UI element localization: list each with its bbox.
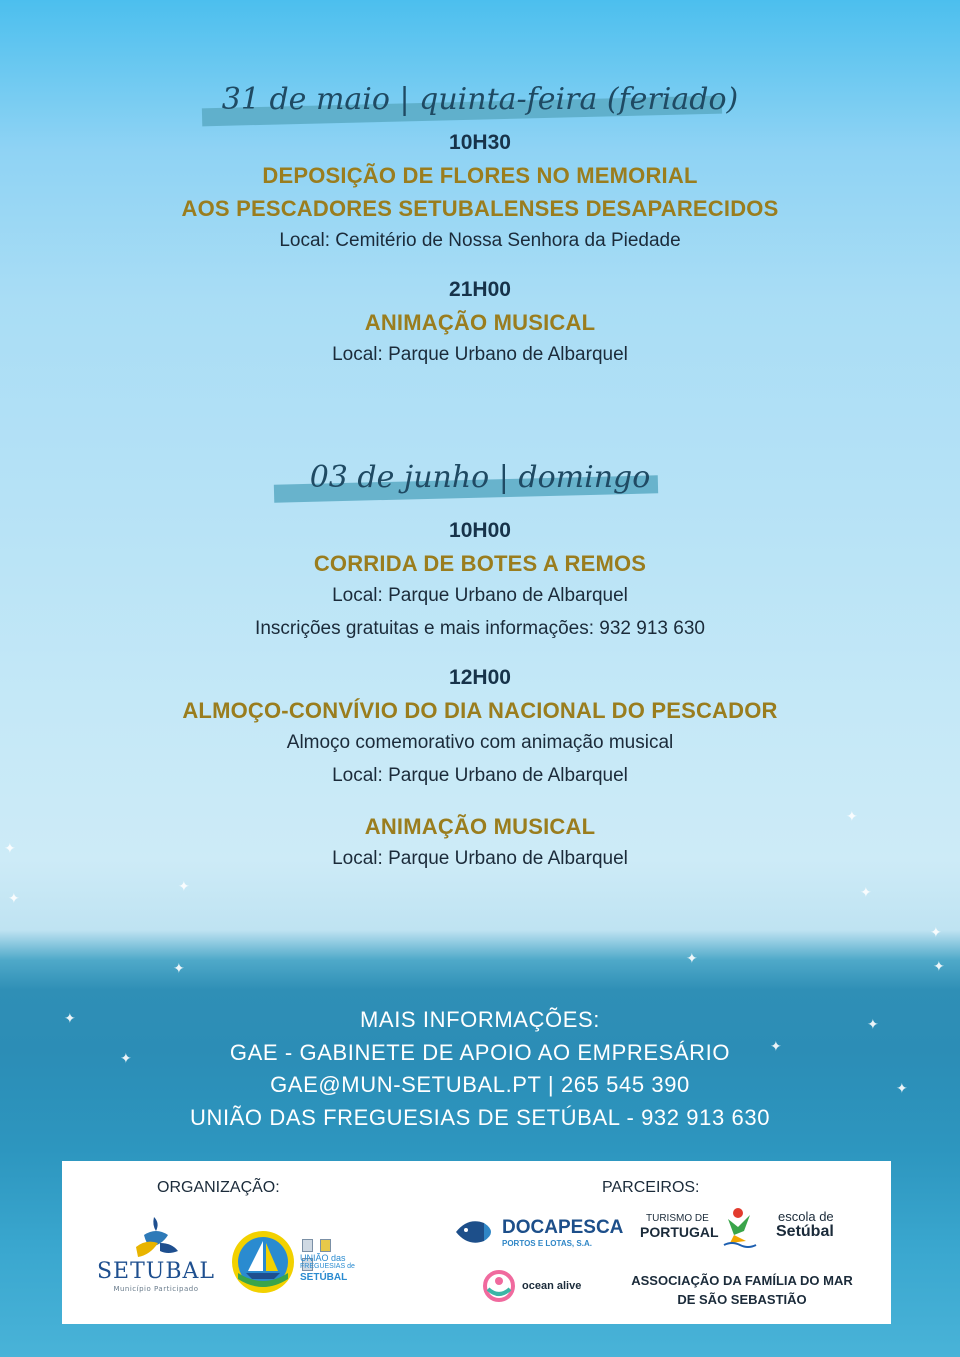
uniao-line-2: FREGUESIAS de (300, 1263, 355, 1270)
event-title: ALMOÇO-CONVÍVIO DO DIA NACIONAL DO PESCADOR (182, 698, 778, 723)
event-description: Almoço comemorativo com animação musical (286, 732, 674, 753)
event-time: 21H00 (449, 278, 511, 301)
day-2-header (0, 458, 960, 518)
organizacao-label: ORGANIZAÇÃO: (157, 1179, 280, 1196)
event-location: Local: Parque Urbano de Albarquel (332, 765, 628, 786)
event-title: DEPOSIÇÃO DE FLORES NO MEMORIAL (262, 163, 698, 188)
event-time: 12H00 (449, 666, 511, 689)
ocean-alive-icon (482, 1269, 516, 1303)
escola-setubal-logo (776, 1207, 866, 1247)
event-location: Local: Parque Urbano de Albarquel (332, 585, 628, 606)
sparkle-icon: ✦ (930, 925, 942, 941)
sparkle-icon: ✦ (120, 1051, 132, 1067)
sparkle-icon: ✦ (8, 891, 20, 907)
crest-icon (320, 1239, 331, 1252)
ocean-alive-name: ocean alive (522, 1280, 582, 1292)
docapesca-tagline: PORTOS E LOTAS, S.A. (502, 1239, 592, 1248)
uniao-line-3: SETÚBAL (300, 1272, 348, 1283)
docapesca-logo (454, 1215, 624, 1251)
setubal-emblem-icon (126, 1213, 186, 1261)
associacao-familia-mar (610, 1273, 874, 1313)
crest-icons (302, 1237, 342, 1249)
sailboat-emblem-icon (230, 1229, 296, 1295)
sparkle-icon: ✦ (770, 1039, 782, 1055)
escola-line-1: escola de (778, 1209, 834, 1224)
escola-line-2: Setúbal (776, 1223, 834, 1240)
uniao-freguesias-logo (230, 1229, 380, 1299)
event-time: 10H00 (449, 519, 511, 542)
sparkle-icon: ✦ (933, 959, 945, 975)
event-location: Local: Parque Urbano de Albarquel (332, 344, 628, 365)
setubal-logo (96, 1213, 216, 1293)
sparkle-icon: ✦ (896, 1081, 908, 1097)
sparkle-icon: ✦ (173, 961, 185, 977)
info-line: GAE - GABINETE DE APOIO AO EMPRESÁRIO (229, 1040, 731, 1065)
uniao-line-1: UNIÃO das (300, 1253, 346, 1263)
turismo-portugal-logo (638, 1205, 768, 1253)
sparkle-icon: ✦ (860, 885, 872, 901)
parceiros-label: PARCEIROS: (602, 1179, 700, 1196)
sponsors-footer (62, 1161, 891, 1324)
day-2-title: 03 de junho | domingo (309, 460, 651, 495)
associacao-line-2: DE SÃO SEBASTIÃO (677, 1292, 807, 1307)
setubal-tagline: Município Participado (113, 1285, 199, 1293)
event-title: AOS PESCADORES SETUBALENSES DESAPARECIDOS (181, 196, 779, 221)
sparkle-icon: ✦ (64, 1011, 76, 1027)
fish-icon (454, 1215, 498, 1249)
event-registration-info: Inscrições gratuitas e mais informações: 932 913 630 (255, 618, 705, 639)
turismo-line-2: PORTUGAL (640, 1224, 719, 1240)
docapesca-name: DOCAPESCA (502, 1217, 624, 1238)
event-location: Local: Cemitério de Nossa Senhora da Piedade (279, 230, 681, 251)
info-heading: MAIS INFORMAÇÕES: (360, 1007, 600, 1032)
sparkle-icon: ✦ (178, 879, 190, 895)
crest-icon (302, 1239, 313, 1252)
sparkle-icon: ✦ (846, 809, 858, 825)
associacao-line-1: ASSOCIAÇÃO DA FAMÍLIA DO MAR (631, 1273, 853, 1288)
info-contact: GAE@MUN-SETUBAL.PT | 265 545 390 (270, 1072, 690, 1097)
event-time: 10H30 (449, 131, 511, 154)
info-line: UNIÃO DAS FREGUESIAS DE SETÚBAL - 932 913 630 (189, 1105, 771, 1130)
event-title: ANIMAÇÃO MUSICAL (364, 310, 596, 335)
setubal-name: SETUBAL (96, 1259, 215, 1284)
event-title: CORRIDA DE BOTES A REMOS (313, 551, 647, 576)
event-title: ANIMAÇÃO MUSICAL (364, 814, 596, 839)
sparkle-icon: ✦ (867, 1017, 879, 1033)
day-1-title: 31 de maio | quinta-feira (feriado) (221, 82, 739, 117)
turismo-figure-icon (720, 1205, 760, 1249)
event-location: Local: Parque Urbano de Albarquel (332, 848, 628, 869)
sparkle-icon: ✦ (4, 841, 16, 857)
ocean-alive-logo (482, 1269, 612, 1303)
turismo-line-1: TURISMO DE (646, 1213, 709, 1224)
sparkle-icon: ✦ (686, 951, 698, 967)
